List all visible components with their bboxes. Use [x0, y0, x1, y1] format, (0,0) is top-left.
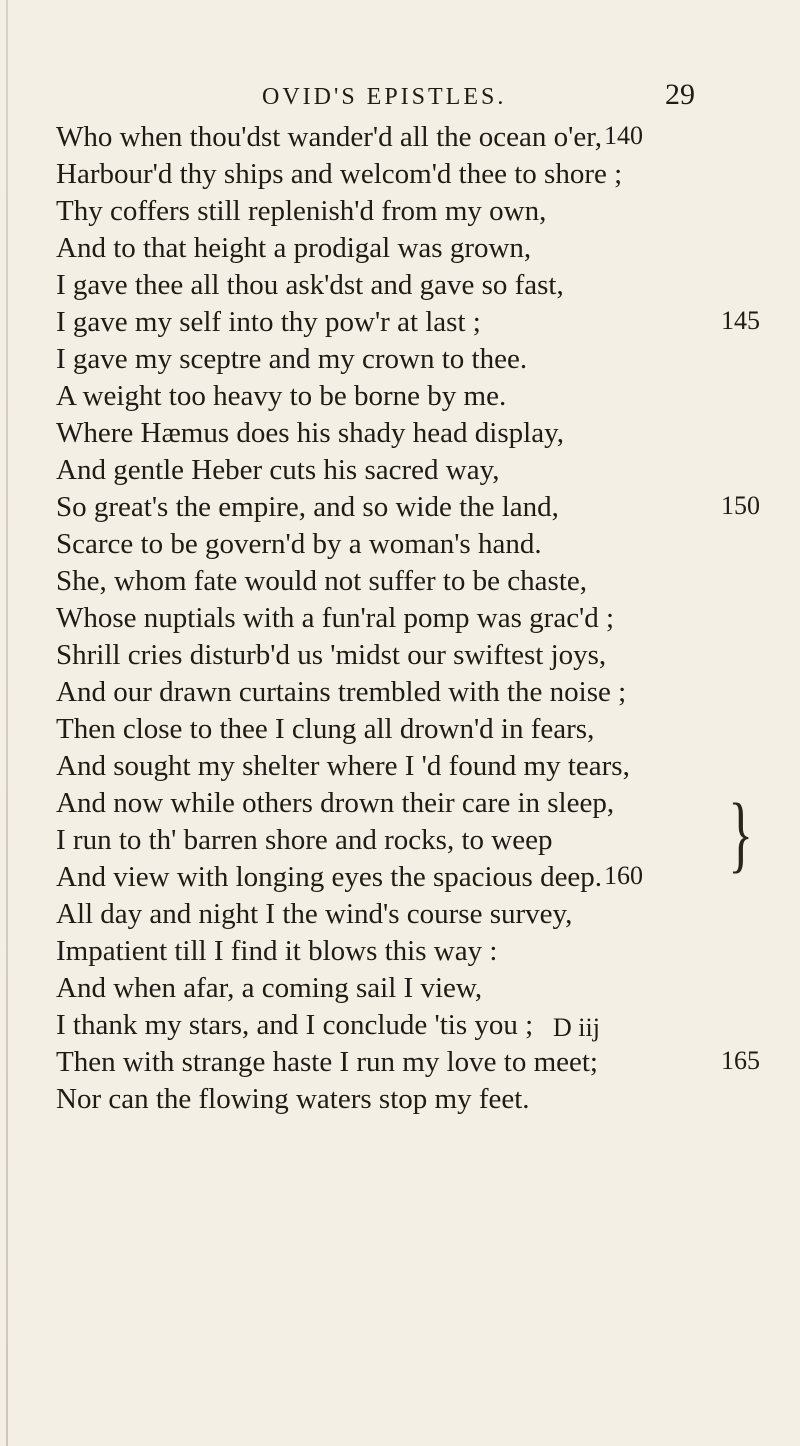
- page-header: [0, 78, 800, 118]
- verse-line-text: And our drawn curtains trembled with the noise ;: [56, 676, 627, 708]
- verse-line: [0, 450, 800, 487]
- verse-line-text: I gave thee all thou ask'dst and gave so fast,: [56, 269, 564, 301]
- verse-line-text: She, whom fate would not suffer to be chaste,: [56, 565, 588, 597]
- verse-line-text: Nor can the flowing waters stop my feet.: [56, 1083, 530, 1115]
- verse-line-text: And to that height a prodigal was grown,: [56, 232, 532, 264]
- poem-text: [0, 117, 800, 1116]
- verse-line: [0, 376, 800, 413]
- verse-line: [0, 1005, 800, 1042]
- verse-line-text: And gentle Heber cuts his sacred way,: [56, 454, 500, 486]
- verse-line: [0, 1042, 800, 1079]
- verse-line: [0, 561, 800, 598]
- signature-mark: D iij: [553, 1013, 600, 1042]
- verse-line: [0, 820, 800, 857]
- verse-line-text: Then close to thee I clung all drown'd in fears,: [56, 713, 595, 745]
- verse-line: [0, 265, 800, 302]
- verse-line: [0, 154, 800, 191]
- verse-line: [0, 1079, 800, 1116]
- verse-line: [0, 228, 800, 265]
- verse-line-text: Where Hæmus does his shady head display,: [56, 417, 564, 449]
- line-number: 160: [604, 861, 643, 890]
- verse-line: [0, 783, 800, 820]
- verse-line: [0, 635, 800, 672]
- line-number: 140: [604, 121, 643, 150]
- verse-line-text: Shrill cries disturb'd us 'midst our swiftest joys,: [56, 639, 607, 671]
- verse-line: [0, 968, 800, 1005]
- verse-line-text: So great's the empire, and so wide the land,: [56, 491, 559, 523]
- verse-line-text: Scarce to be govern'd by a woman's hand.: [56, 528, 542, 560]
- line-number: 145: [721, 306, 760, 335]
- verse-line-text: And now while others drown their care in sleep,: [56, 787, 615, 819]
- verse-line-text: Then with strange haste I run my love to meet;: [56, 1046, 598, 1078]
- line-number: 150: [721, 491, 760, 520]
- verse-line: [0, 117, 800, 154]
- verse-line: [0, 339, 800, 376]
- verse-line: [0, 857, 800, 894]
- verse-line-text: All day and night I the wind's course survey,: [56, 898, 573, 930]
- verse-line-text: Thy coffers still replenish'd from my own,: [56, 195, 547, 227]
- verse-line-text: Harbour'd thy ships and welcom'd thee to shore ;: [56, 158, 623, 190]
- verse-line-text: Whose nuptials with a fun'ral pomp was grac'd ;: [56, 602, 615, 634]
- verse-line-text: Who when thou'dst wander'd all the ocean o'er,: [56, 121, 603, 153]
- running-head: OVID'S EPISTLES.: [262, 84, 507, 110]
- verse-line: [0, 894, 800, 931]
- verse-line: [0, 931, 800, 968]
- verse-line: [0, 746, 800, 783]
- verse-line-text: A weight too heavy to be borne by me.: [56, 380, 507, 412]
- verse-line: [0, 709, 800, 746]
- page-number: 29: [665, 78, 695, 111]
- verse-line-text: I thank my stars, and I conclude 'tis you ;: [56, 1009, 534, 1041]
- verse-line: [0, 413, 800, 450]
- verse-line: [0, 598, 800, 635]
- verse-line-text: And when afar, a coming sail I view,: [56, 972, 483, 1004]
- verse-line-text: I gave my self into thy pow'r at last ;: [56, 306, 481, 338]
- verse-line-text: And view with longing eyes the spacious deep.: [56, 861, 603, 893]
- verse-line-text: And sought my shelter where I 'd found my tears,: [56, 750, 630, 782]
- triplet-brace: }: [728, 785, 754, 881]
- verse-line-text: Impatient till I find it blows this way :: [56, 935, 498, 967]
- verse-line: [0, 672, 800, 709]
- verse-line: [0, 524, 800, 561]
- line-number: 165: [721, 1046, 760, 1075]
- verse-line: [0, 191, 800, 228]
- verse-line: [0, 487, 800, 524]
- verse-line: [0, 302, 800, 339]
- verse-line-text: I run to th' barren shore and rocks, to weep: [56, 824, 553, 856]
- verse-line-text: I gave my sceptre and my crown to thee.: [56, 343, 528, 375]
